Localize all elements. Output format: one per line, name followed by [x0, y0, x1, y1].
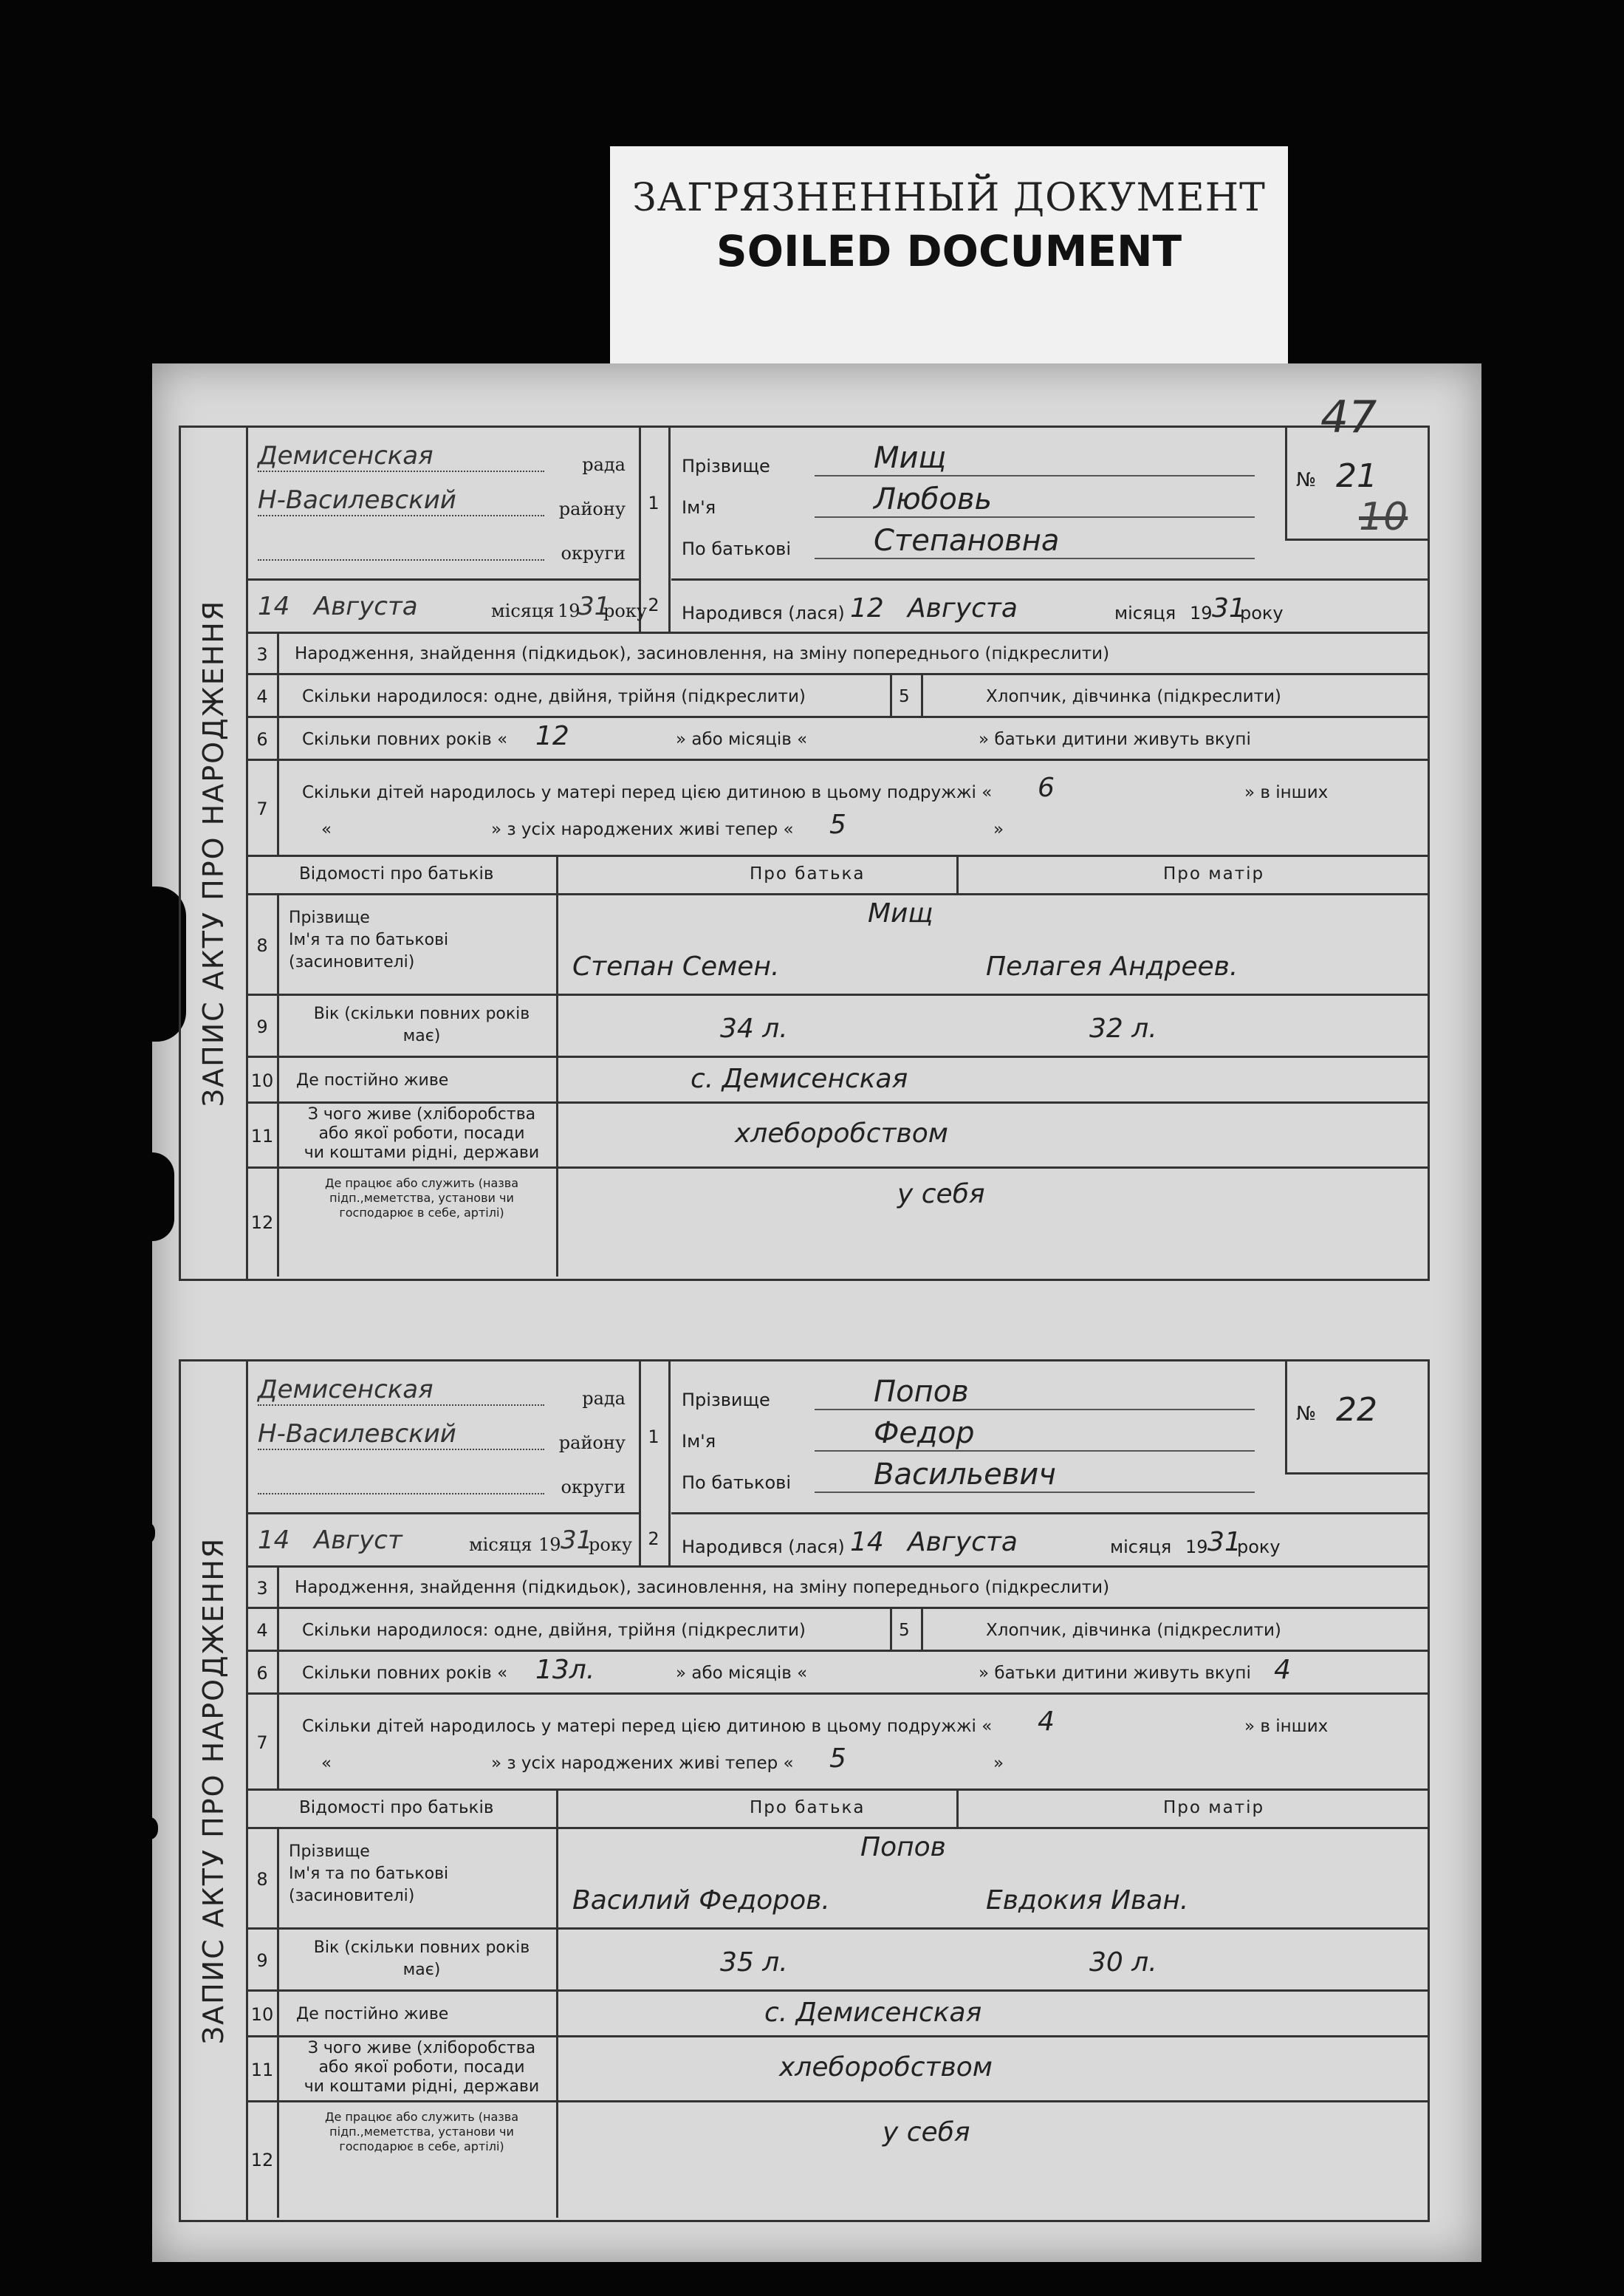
column-divider [556, 996, 558, 1058]
rada-label: рада [582, 1388, 626, 1409]
father-name: Степан Семен. [572, 951, 780, 982]
row-7 [247, 1692, 1428, 1791]
binding-hole [140, 1817, 158, 1839]
row-number: 11 [247, 2037, 279, 2102]
reg-day: 14 [258, 592, 290, 621]
form-label: Про матір [1163, 1798, 1265, 1817]
region-block [247, 1361, 641, 1514]
reg-month: Август [314, 1525, 402, 1555]
column-divider [890, 675, 892, 718]
rada-value: Демисенская [258, 1375, 434, 1404]
birth-year: 31 [1212, 593, 1246, 623]
form-label: Хлопчик, дівчинка (підкреслити) [986, 687, 1281, 706]
reg-day: 14 [258, 1525, 290, 1555]
row-4-5 [247, 1607, 1428, 1652]
year-prefix: 19 [1185, 1537, 1208, 1557]
form-label: Скільки народилося: одне, двійня, трійня (підкреслити) [302, 1621, 806, 1640]
soiled-document-label [610, 146, 1288, 368]
row-11 [247, 1101, 1428, 1169]
row-number: 9 [247, 996, 279, 1058]
row-number: 4 [247, 675, 279, 718]
form-label: Скільки народилося: одне, двійня, трійня (підкреслити) [302, 687, 806, 706]
month-label: місяця [491, 601, 555, 621]
row-number: 8 [247, 895, 279, 996]
label-en-text: SOILED DOCUMENT [716, 226, 1182, 276]
father-name: Василий Федоров. [572, 1885, 830, 1916]
row-12 [247, 1166, 1428, 1277]
form-label: » в інших [1244, 783, 1329, 802]
children-alive: 5 [829, 1743, 846, 1774]
form-label: Про матір [1163, 864, 1265, 884]
row-10 [247, 1989, 1428, 2037]
column-divider [921, 1609, 923, 1652]
mother-name: Евдокия Иван. [986, 1885, 1189, 1916]
form-label: Скільки повних років « [302, 730, 508, 749]
rayon-value: Н-Василевский [258, 1419, 456, 1449]
column-divider [556, 1791, 558, 1829]
record-number-box [1285, 1361, 1428, 1475]
birth-day: 14 [850, 1527, 884, 1557]
row-number-2: 2 [639, 1512, 671, 1565]
row-number: 7 [247, 1695, 279, 1791]
column-divider [556, 1058, 558, 1104]
row-7 [247, 759, 1428, 857]
month-label: місяця [1114, 603, 1176, 623]
form-label: Прізвище Ім'я та по батькові (засиновителі) [289, 909, 449, 971]
row-number: 12 [247, 2102, 279, 2218]
mother-age: 30 л. [1089, 1947, 1157, 1978]
paper-tear [152, 1152, 174, 1241]
month-label: місяця [1110, 1537, 1172, 1557]
year-label: року [1237, 1537, 1281, 1557]
region-block [247, 428, 641, 581]
mother-name: Пелагея Андреев. [986, 951, 1238, 982]
column-divider [556, 1169, 558, 1277]
rada-value: Демисенская [258, 441, 434, 471]
father-age: 34 л. [720, 1014, 788, 1044]
okrug-label: округи [561, 1477, 626, 1497]
form-label: Вік (скільки повних років має) [313, 1938, 530, 1979]
form-label: ЗАПИС АКТУ ПРО НАРОДЖЕННЯ [197, 599, 230, 1107]
form-label: » батьки дитини живуть вкупі [979, 1664, 1251, 1683]
row-number: 8 [247, 1829, 279, 1930]
binding-hole [134, 601, 152, 623]
name-label: Ім'я [682, 497, 716, 518]
livelihood: хлеборобством [779, 2052, 993, 2083]
reg-year: 31 [578, 592, 611, 621]
row-number: 10 [247, 1058, 279, 1104]
binding-hole [137, 1522, 155, 1544]
form-label: Відомості про батьків [299, 864, 494, 884]
livelihood: хлеборобством [735, 1118, 948, 1149]
form-label: Про батька [750, 1798, 866, 1817]
form-label: Вік (скільки повних років має) [313, 1005, 530, 1045]
name-value: Федор [874, 1416, 975, 1450]
row-3 [247, 1565, 1428, 1609]
form-label: З чого живе (хліборобства або якої роботи, посади чи коштами рідні, держави [304, 2039, 540, 2096]
years-together: 12 [535, 721, 569, 751]
number-prefix: № [1296, 1403, 1317, 1425]
row-8 [247, 893, 1428, 996]
year-label: року [589, 1534, 632, 1555]
father-surname: Попов [860, 1832, 946, 1862]
father-age: 35 л. [720, 1947, 788, 1978]
row-12 [247, 2100, 1428, 2218]
work-place: у себя [883, 2117, 970, 2148]
form-label: Хлопчик, дівчинка (підкреслити) [986, 1621, 1281, 1640]
year-label: року [1240, 603, 1284, 623]
patronymic-label: По батькові [682, 539, 791, 559]
row-6 [247, 716, 1428, 761]
birth-date [671, 1512, 1428, 1568]
work-place: у себя [897, 1179, 985, 1209]
surname-label: Прізвище [682, 456, 770, 476]
name-value: Любовь [874, 482, 993, 516]
form-label: » [993, 820, 1004, 839]
month-label: місяця [469, 1534, 532, 1555]
surname-value: Мищ [874, 441, 947, 475]
row-9 [247, 1927, 1428, 1992]
registration-date [247, 578, 647, 632]
column-divider [556, 2037, 558, 2102]
column-divider [890, 1609, 892, 1652]
parents-header-row [247, 855, 1428, 895]
row-10 [247, 1056, 1428, 1104]
form-label: » [993, 1754, 1004, 1773]
form-label: Скільки повних років « [302, 1664, 508, 1683]
form-label: ЗАПИС АКТУ ПРО НАРОДЖЕННЯ [197, 1537, 230, 2045]
form-label: » батьки дитини живуть вкупі [979, 730, 1251, 749]
row-number: 3 [247, 1568, 279, 1609]
residence: с. Демисенская [691, 1064, 908, 1094]
patronymic-label: По батькові [682, 1472, 791, 1493]
rayon-label: району [558, 1432, 626, 1453]
number-prefix: № [1296, 469, 1317, 491]
years-together: 13л. [535, 1655, 595, 1685]
birth-record-form-1 [179, 426, 1430, 1281]
year-prefix: 19 [558, 601, 580, 621]
children-before: 4 [1038, 1706, 1055, 1737]
column-divider [556, 1992, 558, 2037]
row-number-1: 1 [639, 428, 671, 578]
row-number: 6 [247, 718, 279, 761]
registration-date [247, 1512, 641, 1565]
together-mark: 4 [1274, 1655, 1291, 1685]
year-label: року [603, 601, 647, 621]
child-name-block [671, 428, 1272, 581]
form-label: 5 [899, 687, 910, 706]
form-label: Народження, знайдення (підкидьок), засиновлення, на зміну попереднього (підкреслити) [295, 644, 1110, 663]
row-4-5 [247, 673, 1428, 718]
row-11 [247, 2035, 1428, 2102]
side-title [181, 428, 248, 1279]
form-label: Де постійно живе [296, 1071, 449, 1090]
column-divider [921, 675, 923, 718]
row-number-1: 1 [639, 1361, 671, 1512]
form-label: Де працює або служить (назва підп.,меметства, установи чи господарює в себе, артілі) [324, 2110, 518, 2153]
form-label: Про батька [750, 864, 866, 884]
row-number: 10 [247, 1992, 279, 2037]
column-divider [556, 1104, 558, 1169]
row-9 [247, 994, 1428, 1058]
father-surname: Мищ [868, 898, 933, 929]
year-prefix: 19 [1190, 603, 1213, 623]
row-number: 9 [247, 1930, 279, 1992]
birth-month: Августа [908, 593, 1018, 623]
row-number: 6 [247, 1652, 279, 1695]
row-number: 3 [247, 634, 279, 675]
page-number: 47 [1320, 392, 1377, 443]
row-6 [247, 1650, 1428, 1695]
children-alive: 5 [829, 810, 846, 840]
form-label: » в інших [1244, 1717, 1329, 1736]
record-number: 22 [1336, 1391, 1377, 1429]
column-divider [556, 895, 558, 996]
birth-record-form-2 [179, 1359, 1430, 2222]
rada-label: рада [582, 454, 626, 475]
row-3 [247, 632, 1428, 675]
name-label: Ім'я [682, 1431, 716, 1452]
column-divider [956, 1791, 959, 1829]
label-ru-text: ЗАГРЯЗНЕННЫЙ ДОКУМЕНТ [632, 176, 1266, 220]
born-label: Народився (лася) [682, 603, 845, 623]
form-label: Скільки дітей народилось у матері перед цією дитиною в цьому подружжі « [302, 783, 993, 802]
row-number: 4 [247, 1609, 279, 1652]
children-before: 6 [1038, 773, 1055, 803]
reg-month: Августа [314, 592, 418, 621]
patronymic-value: Степановна [874, 524, 1060, 558]
form-label: » або місяців « [676, 1664, 808, 1683]
form-label: « [321, 820, 332, 839]
patronymic-value: Васильевич [874, 1458, 1056, 1492]
birth-year: 31 [1207, 1527, 1241, 1557]
column-divider [556, 857, 558, 895]
form-label: Прізвище Ім'я та по батькові (засиновителі) [289, 1842, 449, 1905]
rayon-value: Н-Василевский [258, 485, 456, 515]
row-8 [247, 1827, 1428, 1930]
year-prefix: 19 [538, 1534, 561, 1555]
form-label: » або місяців « [676, 730, 808, 749]
form-label: » з усіх народжених живі тепер « [491, 820, 794, 839]
birth-date [671, 578, 1428, 634]
mother-age: 32 л. [1089, 1014, 1157, 1044]
form-label: Відомості про батьків [299, 1798, 494, 1817]
column-divider [556, 1930, 558, 1992]
surname-value: Попов [874, 1375, 969, 1409]
surname-label: Прізвище [682, 1390, 770, 1410]
column-divider [556, 2102, 558, 2218]
form-label: Де постійно живе [296, 2005, 449, 2023]
column-divider [956, 857, 959, 895]
born-label: Народився (лася) [682, 1537, 845, 1557]
record-number-box [1285, 428, 1428, 541]
row-number-2: 2 [639, 578, 671, 632]
birth-day: 12 [850, 593, 884, 623]
row-number: 11 [247, 1104, 279, 1169]
form-label: Скільки дітей народилось у матері перед цією дитиною в цьому подружжі « [302, 1717, 993, 1736]
form-label: Де працює або служить (назва підп.,меметства, установи чи господарює в себе, артілі) [324, 1176, 518, 1220]
row-number: 12 [247, 1169, 279, 1277]
birth-month: Августа [908, 1527, 1018, 1557]
form-label: » з усіх народжених живі тепер « [491, 1754, 794, 1773]
side-title [181, 1361, 248, 2220]
form-label: З чого живе (хліборобства або якої роботи, посади чи коштами рідні, держави [304, 1105, 540, 1162]
child-name-block [671, 1361, 1272, 1514]
row-number: 7 [247, 761, 279, 857]
okrug-label: округи [561, 543, 626, 564]
form-label: Народження, знайдення (підкидьок), засиновлення, на зміну попереднього (підкреслити) [295, 1578, 1110, 1597]
residence: с. Демисенская [764, 1998, 982, 2028]
reg-year: 31 [561, 1525, 593, 1555]
parents-header-row [247, 1788, 1428, 1829]
form-label: 5 [899, 1621, 910, 1640]
form-label: « [321, 1754, 332, 1773]
column-divider [556, 1829, 558, 1930]
record-number: 21 [1336, 457, 1377, 495]
rayon-label: району [558, 499, 626, 519]
page-number-crossed: 10 [1359, 495, 1408, 539]
